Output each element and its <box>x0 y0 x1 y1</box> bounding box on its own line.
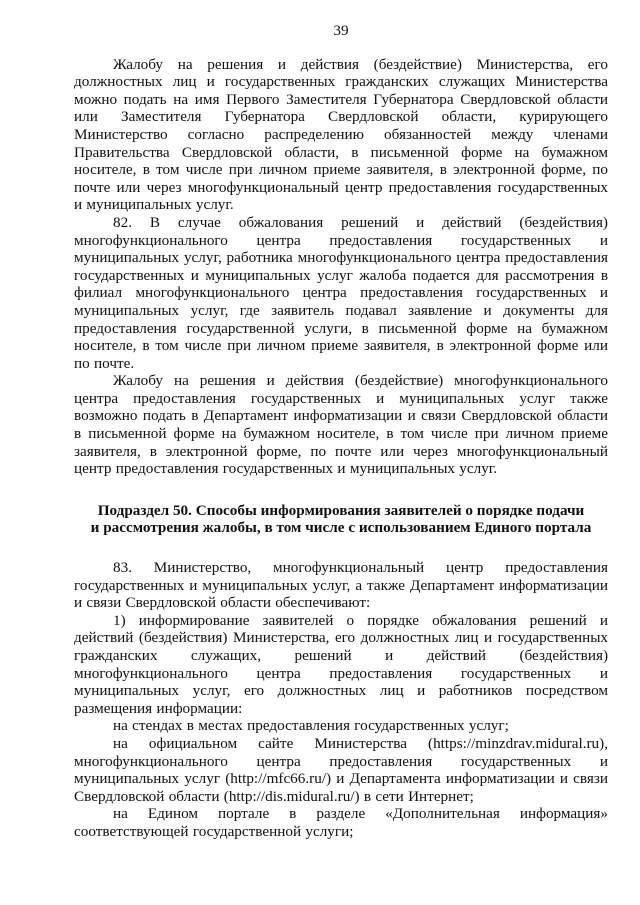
section-text-after <box>74 559 608 841</box>
page-number: 39 <box>333 22 349 39</box>
paragraph-83-item-1: 1) информирование заявителей о порядке обжалования решений и действий (бездействия) Министерства, его должностных лиц и государственных гражданских служащих, решений и действий (бездействия) многофункционального центра предоставления государственных и муниципальных услуг, его должностных лиц и работников посредством размещения информации: <box>74 611 608 717</box>
subsection-heading-line2: и рассмотрения жалобы, в том числе с использованием Единого портала <box>90 519 592 537</box>
subsection-heading-line1: Подраздел 50. Способы информирования заявителей о порядке подачи <box>97 501 585 519</box>
paragraph-unified-portal: на Едином портале в разделе «Дополнительная информация» соответствующей государственной услуги; <box>74 805 608 840</box>
subsection-heading <box>74 502 608 537</box>
section-text-before <box>74 56 608 478</box>
paragraph-official-sites: на официальном сайте Министерства (https://minzdrav.midural.ru), многофункционального центра предоставления государственных и муниципальных услуг (http://mfc66.ru/) и Департамента информатизации и связи Свердловской области (http://dis.midural.ru/) в сети Интернет; <box>74 734 608 805</box>
paragraph-complaint-mfc: Жалобу на решения и действия (бездействие) многофункционального центра предоставления государственных и муниципальных услуг также возможно подать в Департамент информатизации и связи Свердловской области в письменной форме на бумажном носителе, в том числе при личном приеме заявителя, в электронной форме, по почте или через многофункциональный центр предоставления государственных и муниципальных услуг. <box>74 372 608 478</box>
paragraph-83: 83. Министерство, многофункциональный центр предоставления государственных и муниципальных услуг, а также Департамент информатизации и связи Свердловской области обеспечивают: <box>74 559 608 612</box>
paragraph-complaint-ministry: Жалобу на решения и действия (бездействие) Министерства, его должностных лиц и государственных гражданских служащих Министерства можно подать на имя Первого Заместителя Губернатора Свердловской области или Заместителя Губернатора Свердловской области, курирующего Министерство согласно распределению обязанностей между членами Правительства Свердловской области, в письменной форме на бумажном носителе, в том числе при личном приеме заявителя, в электронной форме, по почте или через многофункциональный центр предоставления государственных и муниципальных услуг. <box>74 55 608 214</box>
paragraph-82: 82. В случае обжалования решений и действий (бездействия) многофункционального центра предоставления государственных и муниципальных услуг, работника многофункционального центра предоставления государственных и муниципальных услуг жалоба подается для рассмотрения в филиал многофункционального центра предоставления государственных и муниципальных услуг, где заявитель подавал заявление и документы для предоставления государственной услуги, в письменной форме на бумажном носителе, в том числе при личном приеме заявителя, в электронной форме или по почте. <box>74 213 608 372</box>
paragraph-stands: на стендах в местах предоставления государственных услуг; <box>113 717 509 735</box>
